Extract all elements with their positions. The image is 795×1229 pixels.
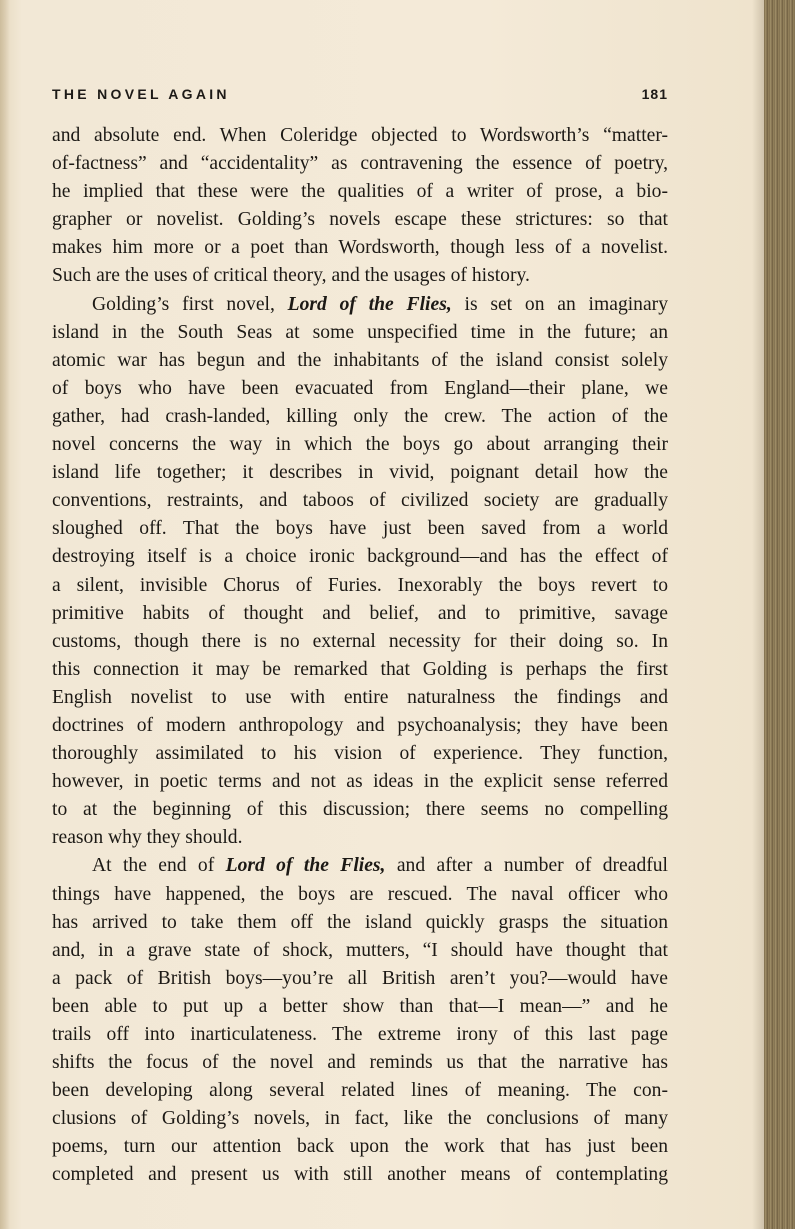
text-line — [52, 852, 668, 880]
text-line: Such are the uses of critical theory, and the usages of history. — [52, 265, 530, 287]
text-line: English novelist to use with entire naturalness the findings and — [52, 686, 668, 708]
text-line: reason why they should. — [52, 827, 243, 849]
text-line: atomic war has begun and the inhabitants of the island consist solely — [52, 349, 668, 371]
paragraph-1 — [52, 122, 668, 291]
text-run: Golding’s first novel, — [92, 293, 288, 315]
text-line: of-factness” and “accidentality” as contravening the essence of poetry, — [52, 153, 668, 175]
text-line: makes him more or a poet than Wordsworth, though less of a novelist. — [52, 237, 668, 259]
text-line: and, in a grave state of shock, mutters, “I should have thought that — [52, 939, 668, 961]
text-line: island life together; it describes in vivid, poignant detail how the — [52, 462, 668, 484]
text-line: and absolute end. When Coleridge objected to Wordsworth’s “matter- — [52, 125, 668, 146]
text-line: conventions, restraints, and taboos of civilized society are gradually — [52, 490, 668, 512]
gutter-shadow — [0, 0, 10, 1229]
body-text — [52, 122, 668, 1190]
running-head — [52, 86, 668, 106]
text-line: trails off into inarticulateness. The extreme irony of this last page — [52, 1024, 668, 1045]
text-line: to at the beginning of this discussion; there seems no compelling — [52, 799, 668, 821]
text-line: sloughed off. That the boys have just been saved from a world — [52, 518, 668, 540]
book-page-edges — [764, 0, 795, 1229]
running-head-title: THE NOVEL AGAIN — [52, 86, 230, 102]
text-line: he implied that these were the qualities of a writer of prose, a bio- — [52, 181, 668, 203]
text-line: of boys who have been evacuated from England—their plane, we — [52, 377, 668, 399]
text-line: been developing along several related lines of meaning. The con- — [52, 1080, 668, 1102]
page-number: 181 — [641, 86, 668, 102]
text-run: At the end of — [92, 855, 226, 877]
text-run: is set on an imaginary — [451, 293, 668, 315]
text-line: has arrived to take them off the island quickly grasps the situation — [52, 911, 668, 933]
text-line: shifts the focus of the novel and reminds us that the narrative has — [52, 1052, 668, 1074]
text-line: completed and present us with still another means of contemplating — [52, 1164, 668, 1186]
text-line: customs, though there is no external necessity for their doing so. In — [52, 630, 668, 652]
text-line: been able to put up a better show than that—I mean—” and he — [52, 995, 668, 1017]
text-line: this connection it may be remarked that Golding is perhaps the first — [52, 658, 668, 680]
text-line: a silent, invisible Chorus of Furies. Inexorably the boys revert to — [52, 574, 668, 596]
paragraph-2 — [52, 291, 668, 853]
text-line: destroying itself is a choice ironic background—and has the effect of — [52, 546, 668, 568]
text-line: island in the South Seas at some unspecified time in the future; an — [52, 321, 668, 343]
text-run: and after a number of dreadful — [385, 855, 669, 877]
text-line: novel concerns the way in which the boys go about arranging their — [52, 434, 668, 456]
text-line: a pack of British boys—you’re all British aren’t you?—would have — [52, 967, 668, 989]
text-line: doctrines of modern anthropology and psychoanalysis; they have been — [52, 714, 668, 736]
text-line: clusions of Golding’s novels, in fact, like the conclusions of many — [52, 1108, 668, 1130]
text-line: gather, had crash-landed, killing only the crew. The action of the — [52, 405, 668, 427]
paragraph-3 — [52, 852, 668, 1189]
book-title-italic: Lord of the Flies, — [225, 855, 386, 877]
book-title-italic: Lord of the Flies, — [287, 293, 452, 315]
text-line: things have happened, the boys are rescued. The naval officer who — [52, 883, 668, 905]
text-line: thoroughly assimilated to his vision of experience. They function, — [52, 743, 668, 765]
text-line — [52, 291, 668, 319]
text-line: grapher or novelist. Golding’s novels escape these strictures: so that — [52, 209, 668, 231]
text-line: however, in poetic terms and not as ideas in the explicit sense referred — [52, 771, 668, 793]
text-line: primitive habits of thought and belief, and to primitive, savage — [52, 602, 668, 624]
text-line: poems, turn our attention back upon the work that has just been — [52, 1136, 668, 1158]
